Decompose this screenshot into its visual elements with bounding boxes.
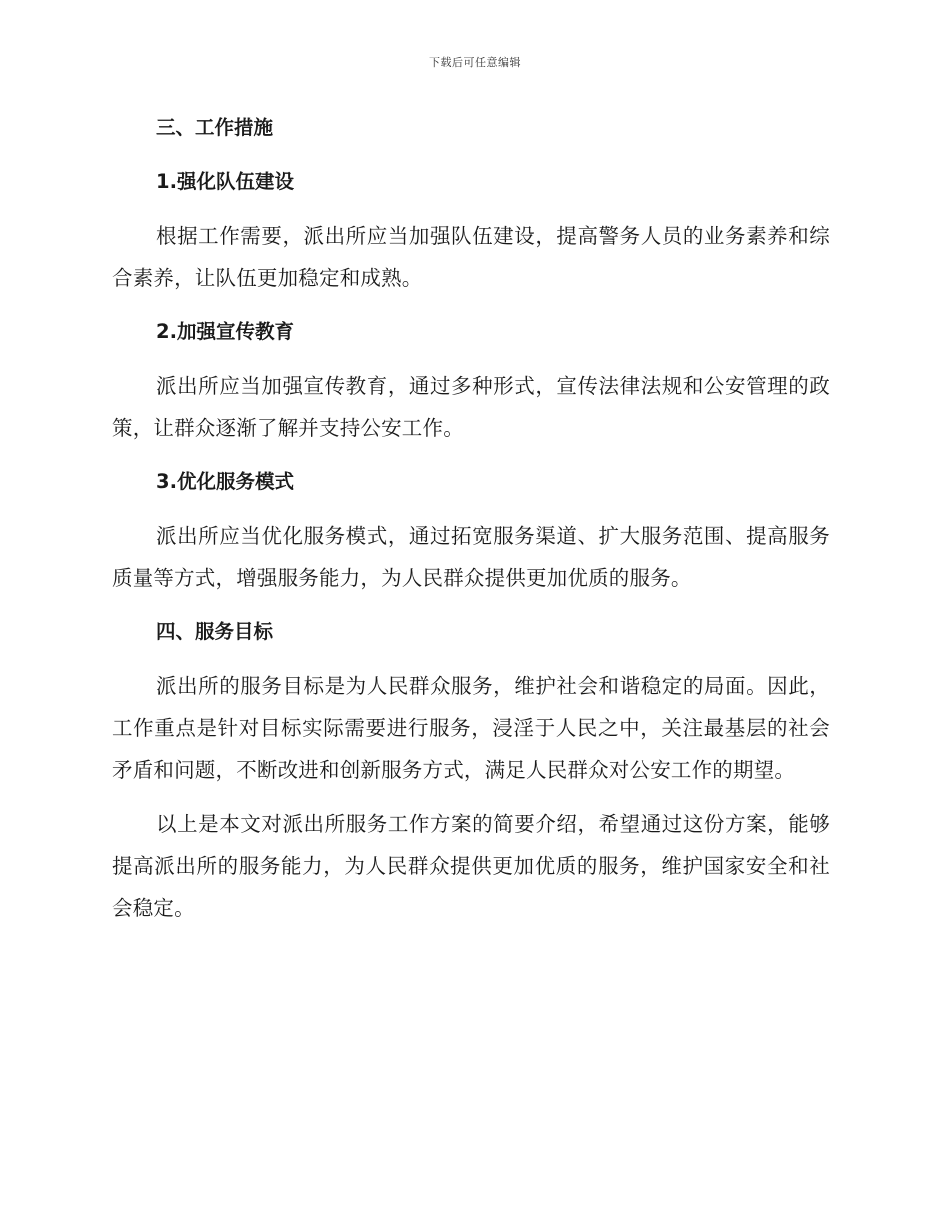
section-heading-work-measures: 三、工作措施 bbox=[156, 116, 274, 139]
subheading-service-model: 3.优化服务模式 bbox=[156, 470, 294, 493]
subheading-publicity-education: 2.加强宣传教育 bbox=[156, 320, 294, 343]
paragraph-team-building: 根据工作需要，派出所应当加强队伍建设，提高警务人员的业务素养和综合素养，让队伍更加稳定和成熟。 bbox=[112, 224, 830, 290]
paragraph-conclusion: 以上是本文对派出所服务工作方案的简要介绍，希望通过这份方案，能够提高派出所的服务能力，为人民群众提供更加优质的服务，维护国家安全和社会稳定。 bbox=[112, 812, 830, 920]
section-heading-service-goals: 四、服务目标 bbox=[156, 620, 274, 643]
page-header-note: 下载后可任意编辑 bbox=[429, 56, 521, 69]
document-body bbox=[112, 107, 830, 941]
paragraph-publicity-education: 派出所应当加强宣传教育，通过多种形式，宣传法律法规和公安管理的政策，让群众逐渐了解并支持公安工作。 bbox=[112, 374, 830, 440]
paragraph-service-model: 派出所应当优化服务模式，通过拓宽服务渠道、扩大服务范围、提高服务质量等方式，增强服务能力，为人民群众提供更加优质的服务。 bbox=[112, 524, 830, 590]
subheading-team-building: 1.强化队伍建设 bbox=[156, 170, 294, 193]
paragraph-service-goals: 派出所的服务目标是为人民群众服务，维护社会和谐稳定的局面。因此，工作重点是针对目标实际需要进行服务，浸淫于人民之中，关注最基层的社会矛盾和问题，不断改进和创新服务方式，满足人民群众对公安工作的期望。 bbox=[112, 674, 830, 782]
